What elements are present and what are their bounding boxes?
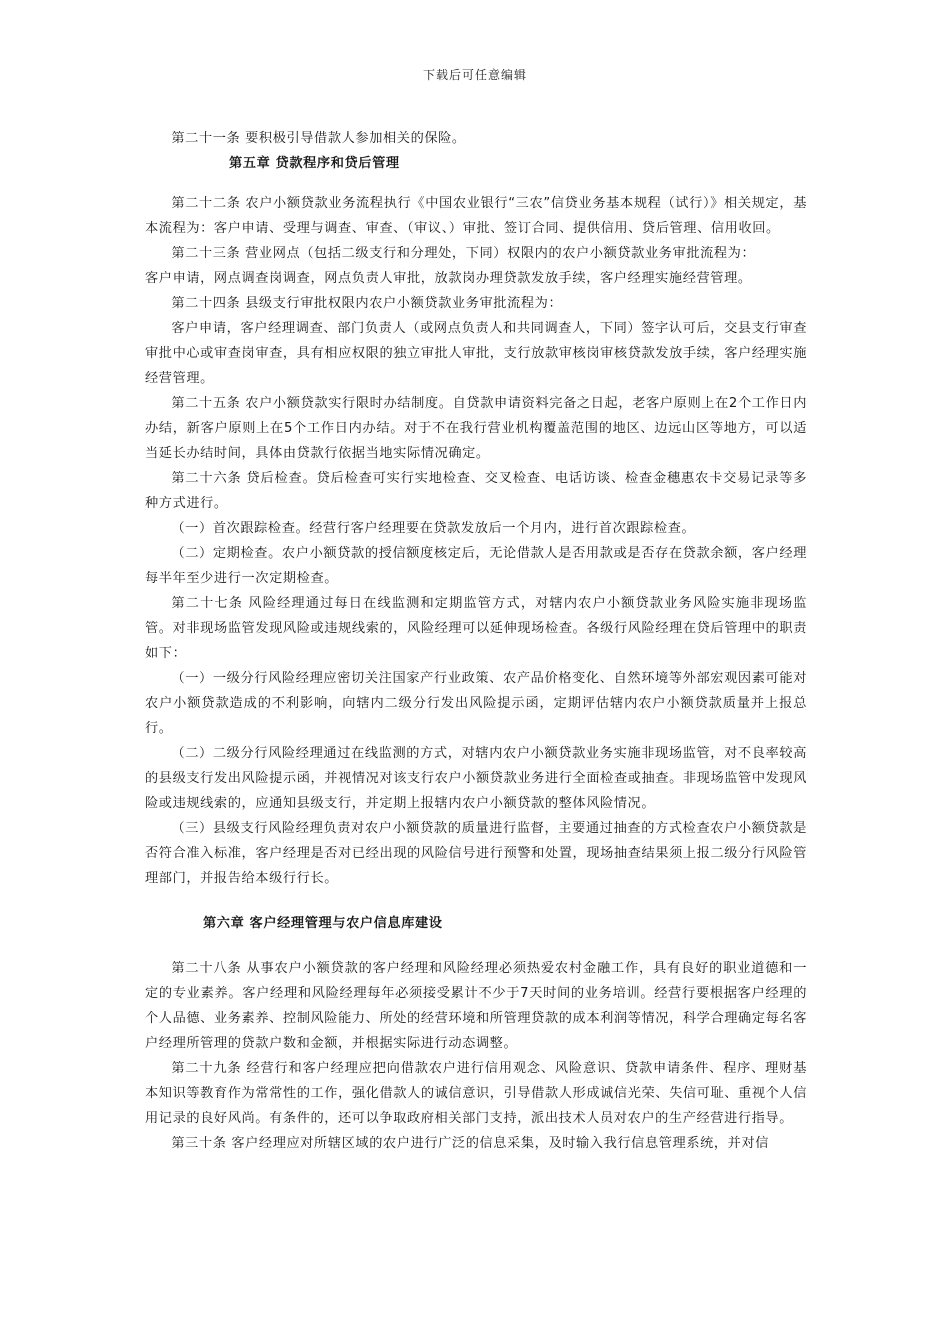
article-30: 第三十条 客户经理应对所辖区域的农户进行广泛的信息采集，及时输入我行信息管理系统，并对信: [171, 1136, 770, 1151]
page-header: 下载后可任意编辑: [422, 68, 527, 82]
article-22: 第二十二条 农户小额贷款业务流程执行《中国农业银行“三农”信贷业务基本规程（试行）》相关规定，基本流程为：客户申请、受理与调查、审查、（审议、）审批、签订合同、提供信用、贷后管理、信用收回。: [145, 196, 807, 236]
chapter-6-heading: 第六章 客户经理管理与农户信息库建设: [203, 916, 443, 931]
article-21: 第二十一条 要积极引导借款人参加相关的保险。: [171, 131, 466, 146]
article-27: 第二十七条 风险经理通过每日在线监测和定期监管方式，对辖内农户小额贷款业务风险实施非现场监管。对非现场监管发现风险或违规线索的，风险经理可以延伸现场检查。各级行风险经理在贷后管理中的职责如下：: [145, 596, 807, 661]
chapter-5-heading: 第五章 贷款程序和贷后管理: [229, 156, 400, 171]
article-29: 第二十九条 经营行和客户经理应把向借款农户进行信用观念、风险意识、贷款申请条件、程序、理财基本知识等教育作为常常性的工作，强化借款人的诚信意识，引导借款人形成诚信光荣、失信可耻、重视个人信用记录的良好风尚。有条件的，还可以争取政府相关部门支持，派出技术人员对农户的生产经营进行指导。: [145, 1061, 807, 1126]
article-24-flow: 客户申请，客户经理调查、部门负责人（或网点负责人和共同调查人，下同）签字认可后，交县支行审查审批中心或审查岗审查，具有相应权限的独立审批人审批，支行放款审核岗审核贷款发放手续，客户经理实施经营管理。: [145, 321, 807, 386]
article-25: 第二十五条 农户小额贷款实行限时办结制度。自贷款申请资料完备之日起，老客户原则上在2个工作日内办结，新客户原则上在5个工作日内办结。对于不在我行营业机构覆盖范围的地区、边远山区等地方，可以适当延长办结时间，具体由贷款行依据当地实际情况确定。: [145, 396, 807, 461]
article-27-item-2: （二）二级分行风险经理通过在线监测的方式，对辖内农户小额贷款业务实施非现场监管，对不良率较高的县级支行发出风险提示函，并视情况对该支行农户小额贷款业务进行全面检查或抽查。非现场监管中发现风险或违规线索的，应通知县级支行，并定期上报辖内农户小额贷款的整体风险情况。: [145, 746, 807, 811]
article-23-flow: 客户申请，网点调查岗调查，网点负责人审批，放款岗办理贷款发放手续，客户经理实施经营管理。: [145, 271, 752, 286]
article-28: 第二十八条 从事农户小额贷款的客户经理和风险经理必须热爱农村金融工作，具有良好的职业道德和一定的专业素养。客户经理和风险经理每年必须接受累计不少于7天时间的业务培训。经营行要根据客户经理的个人品德、业务素养、控制风险能力、所处的经营环境和所管理贷款的成本利润等情况，科学合理确定每名客户经理所管理的贷款户数和金额，并根据实际进行动态调整。: [145, 961, 807, 1051]
article-27-item-1: （一）一级分行风险经理应密切关注国家产行业政策、农产品价格变化、自然环境等外部宏观因素可能对农户小额贷款造成的不利影响，向辖内二级分行发出风险提示函，定期评估辖内农户小额贷款质量并上报总行。: [145, 671, 807, 736]
article-26: 第二十六条 贷后检查。贷后检查可实行实地检查、交叉检查、电话访谈、检查金穗惠农卡交易记录等多种方式进行。: [145, 471, 807, 511]
article-27-item-3: （三）县级支行风险经理负责对农户小额贷款的质量进行监督，主要通过抽查的方式检查农户小额贷款是否符合准入标准，客户经理是否对已经出现的风险信号进行预警和处置，现场抽查结果须上报二级分行风险管理部门，并报告给本级行行长。: [145, 821, 807, 886]
document-body: [145, 126, 807, 1156]
article-23: 第二十三条 营业网点（包括二级支行和分理处，下同）权限内的农户小额贷款业务审批流程为：: [171, 246, 756, 261]
article-24: 第二十四条 县级支行审批权限内农户小额贷款业务审批流程为：: [171, 296, 563, 311]
article-26-item-1: （一）首次跟踪检查。经营行客户经理要在贷款发放后一个月内，进行首次跟踪检查。: [171, 521, 696, 536]
article-26-item-2: （二）定期检查。农户小额贷款的授信额度核定后，无论借款人是否用款或是否存在贷款余额，客户经理每半年至少进行一次定期检查。: [145, 546, 807, 586]
